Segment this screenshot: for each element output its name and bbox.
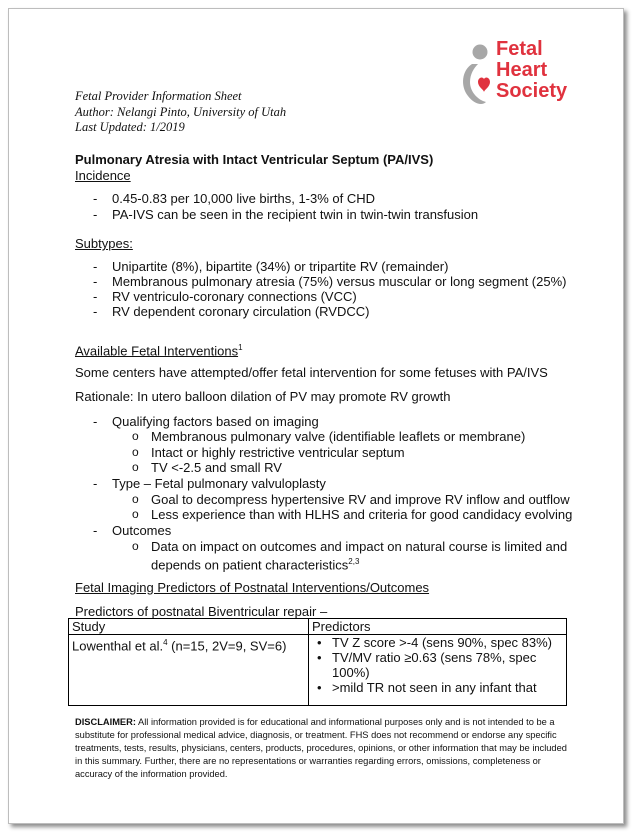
predictors-table — [68, 618, 567, 706]
footnote-ref: 4 — [163, 638, 168, 647]
qualifying-factors: Qualifying factors based on imaging — [112, 414, 319, 429]
interventions-heading — [75, 340, 243, 358]
disclaimer-label: DISCLAIMER: — [75, 717, 136, 727]
predictor-item: • >mild TR not seen in any infant that — [332, 680, 563, 695]
disclaimer — [75, 716, 575, 781]
incidence-item: 0.45-0.83 per 10,000 live births, 1-3% of CHD — [112, 191, 376, 206]
predictors-heading: Fetal Imaging Predictors of Postnatal Interventions/Outcomes — [75, 580, 430, 595]
page-title: Pulmonary Atresia with Intact Ventricular Septum (PA/IVS) — [75, 152, 434, 167]
document-header — [75, 89, 286, 136]
qualifying-item: TV <-2.5 and small RV — [151, 460, 282, 475]
interventions-para2: Rationale: In utero balloon dilation of PV may promote RV growth — [75, 389, 451, 404]
outcomes-label: Outcomes — [112, 523, 172, 538]
header-updated: Last Updated: 1/2019 — [75, 120, 185, 134]
dash-bullet: - — [93, 414, 98, 429]
type-item: Goal to decompress hypertensive RV and improve RV inflow and outflow — [151, 492, 570, 507]
subtype-item: Unipartite (8%), bipartite (34%) or tripartite RV (remainder) — [112, 259, 449, 274]
fetal-heart-society-logo — [456, 34, 596, 110]
dash-bullet: - — [93, 304, 98, 319]
interventions-heading-text: Available Fetal Interventions — [75, 343, 239, 359]
document-page — [8, 8, 624, 824]
logo-text-society: Society — [496, 80, 568, 102]
logo-text-fetal: Fetal — [496, 38, 543, 60]
dash-bullet: - — [93, 523, 98, 538]
disclaimer-text: All information provided is for educational and informational purposes only and is not intended to be a substitute for professional medical advice, diagnosis, or treatment. FHS does not recommend or endorse any specific treatments, tests, results, physicians, centers, products, procedures, opinions, or other information that may be included in this summary. Further, there are no representations or warranties regarding errors, omissions, completeness or accuracy of the information provided. — [75, 717, 567, 779]
subtype-item: RV dependent coronary circulation (RVDCC) — [112, 304, 370, 319]
header-sheet-type: Fetal Provider Information Sheet — [75, 89, 242, 103]
circle-bullet: o — [132, 492, 139, 506]
qualifying-item: Intact or highly restrictive ventricular septum — [151, 445, 405, 460]
table-header-study: Study — [69, 619, 309, 635]
header-author: Author: Nelangi Pinto, University of Utah — [75, 104, 287, 119]
dash-bullet: - — [93, 289, 98, 304]
subtype-item: RV ventriculo-coronary connections (VCC) — [112, 289, 357, 304]
dash-bullet: - — [93, 259, 98, 274]
heart-figure-icon — [456, 42, 496, 112]
subtype-item: Membranous pulmonary atresia (75%) versus muscular or long segment (25%) — [112, 274, 567, 289]
circle-bullet: o — [132, 507, 139, 521]
outcomes-item-line2-text: depends on patient characteristics — [151, 557, 349, 573]
table-header-predictors: Predictors — [309, 619, 567, 635]
incidence-heading: Incidence — [75, 168, 131, 183]
table-cell-study — [69, 635, 309, 706]
table-row — [69, 635, 567, 706]
dash-bullet: - — [93, 274, 98, 289]
study-name: Lowenthal et al. — [72, 638, 164, 654]
dash-bullet: - — [93, 476, 98, 491]
predictor-item: • TV Z score >-4 (sens 90%, spec 83%) — [332, 635, 563, 650]
outcomes-item-line2 — [151, 554, 359, 573]
outcomes-item-line1: Data on impact on outcomes and impact on natural course is limited and — [151, 539, 568, 554]
circle-bullet: o — [132, 429, 139, 443]
footnote-ref: 2,3 — [348, 557, 360, 566]
qualifying-item: Membranous pulmonary valve (identifiable leaflets or membrane) — [151, 429, 526, 444]
interventions-para1: Some centers have attempted/offer fetal intervention for some fetuses with PA/IVS — [75, 365, 548, 380]
incidence-item: PA-IVS can be seen in the recipient twin in twin-twin transfusion — [112, 207, 479, 222]
table-header-row — [69, 619, 567, 635]
dash-bullet: - — [93, 191, 98, 206]
study-details: (n=15, 2V=9, SV=6) — [167, 638, 287, 654]
dash-bullet: - — [93, 207, 98, 222]
circle-bullet: o — [132, 445, 139, 459]
intervention-type: Type – Fetal pulmonary valvuloplasty — [112, 476, 326, 491]
circle-bullet: o — [132, 460, 139, 474]
subtypes-heading: Subtypes: — [75, 236, 133, 251]
table-cell-predictors — [309, 635, 567, 706]
logo-text-heart: Heart — [496, 59, 548, 81]
predictor-item: • TV/MV ratio ≥0.63 (sens 78%, spec 100%) — [332, 650, 563, 680]
predictors-intro: Predictors of postnatal Biventricular repair – — [75, 604, 328, 619]
circle-bullet: o — [132, 539, 139, 553]
footnote-ref: 1 — [238, 343, 243, 352]
type-item: Less experience than with HLHS and criteria for good candidacy evolving — [151, 507, 573, 522]
